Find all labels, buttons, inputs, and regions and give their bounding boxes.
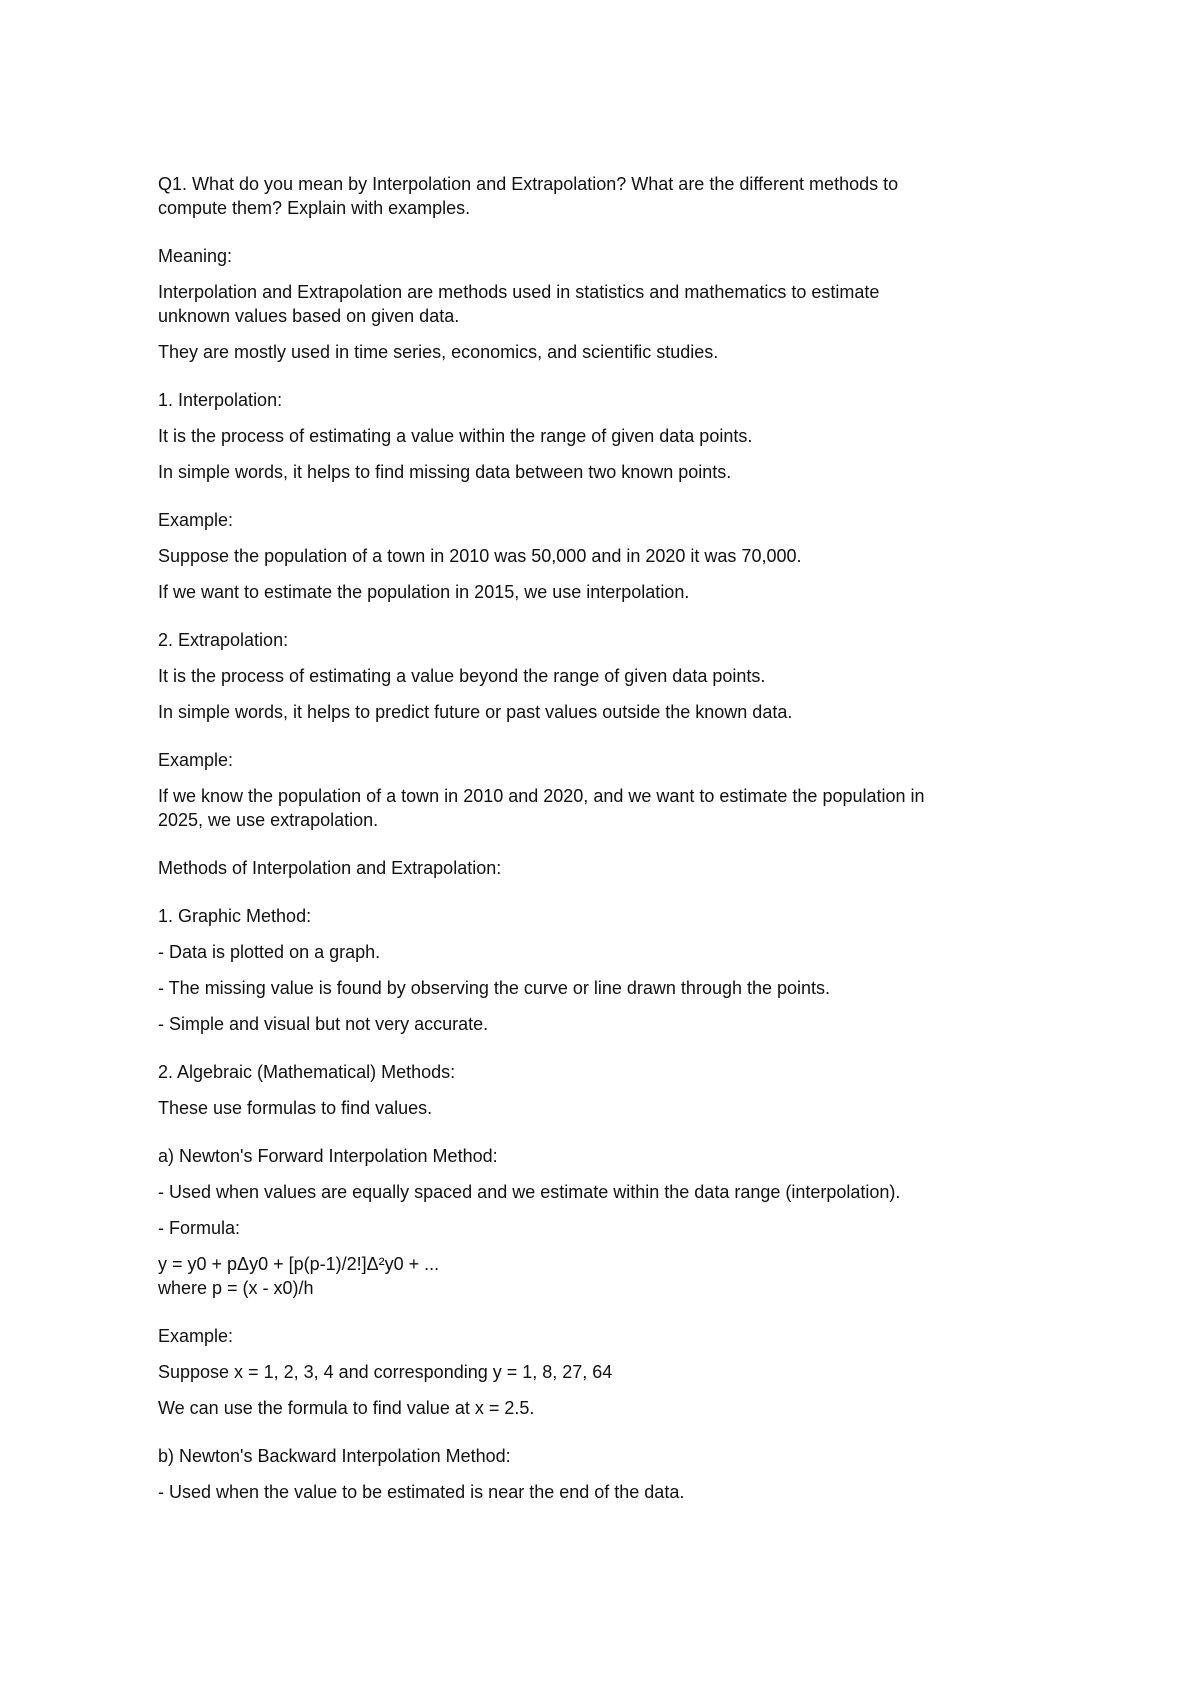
extrapolation-example: If we know the population of a town in 2010 and 2020, and we want to estimate the population in 2025, we use extrapolation. xyxy=(158,786,925,830)
methods-heading: Methods of Interpolation and Extrapolation: xyxy=(158,858,502,878)
interpolation-example-2: If we want to estimate the population in 2015, we use interpolation. xyxy=(158,582,690,602)
algebraic-methods-paragraph: These use formulas to find values. xyxy=(158,1098,433,1118)
graphic-method-bullet-3: - Simple and visual but not very accurate. xyxy=(158,1014,489,1034)
meaning-heading: Meaning: xyxy=(158,246,233,266)
extrapolation-heading: 2. Extrapolation: xyxy=(158,630,289,650)
extrapolation-definition: It is the process of estimating a value beyond the range of given data points. xyxy=(158,666,766,686)
newton-forward-example-1: Suppose x = 1, 2, 3, 4 and corresponding y = 1, 8, 27, 64 xyxy=(158,1362,613,1382)
extrapolation-simple-words: In simple words, it helps to predict future or past values outside the known data. xyxy=(158,702,793,722)
graphic-method-bullet-1: - Data is plotted on a graph. xyxy=(158,942,381,962)
question-heading: Q1. What do you mean by Interpolation and Extrapolation? What are the different methods to compute them? Explain with examples. xyxy=(158,174,899,218)
interpolation-definition: It is the process of estimating a value within the range of given data points. xyxy=(158,426,753,446)
algebraic-methods-heading: 2. Algebraic (Mathematical) Methods: xyxy=(158,1062,456,1082)
document-body xyxy=(158,172,1038,1504)
newton-forward-bullet-2: - Formula: xyxy=(158,1218,241,1238)
newton-forward-example-2: We can use the formula to find value at x = 2.5. xyxy=(158,1398,535,1418)
extrapolation-example-heading: Example: xyxy=(158,750,234,770)
newton-forward-formula: y = y0 + pΔy0 + [p(p-1)/2!]Δ²y0 + ... where p = (x - x0)/h xyxy=(158,1254,440,1298)
newton-forward-bullet-1: - Used when values are equally spaced and we estimate within the data range (interpolation). xyxy=(158,1182,901,1202)
interpolation-example-1: Suppose the population of a town in 2010 was 50,000 and in 2020 it was 70,000. xyxy=(158,546,802,566)
interpolation-example-heading: Example: xyxy=(158,510,234,530)
newton-forward-heading: a) Newton's Forward Interpolation Method: xyxy=(158,1146,498,1166)
meaning-paragraph-1: Interpolation and Extrapolation are methods used in statistics and mathematics to estimate unknown values based on given data. xyxy=(158,282,880,326)
graphic-method-heading: 1. Graphic Method: xyxy=(158,906,312,926)
newton-forward-example-heading: Example: xyxy=(158,1326,234,1346)
newton-backward-heading: b) Newton's Backward Interpolation Method: xyxy=(158,1446,511,1466)
interpolation-simple-words: In simple words, it helps to find missing data between two known points. xyxy=(158,462,732,482)
interpolation-heading: 1. Interpolation: xyxy=(158,390,283,410)
graphic-method-bullet-2: - The missing value is found by observing the curve or line drawn through the points. xyxy=(158,978,831,998)
newton-backward-bullet-1: - Used when the value to be estimated is near the end of the data. xyxy=(158,1482,685,1502)
meaning-paragraph-2: They are mostly used in time series, economics, and scientific studies. xyxy=(158,342,719,362)
